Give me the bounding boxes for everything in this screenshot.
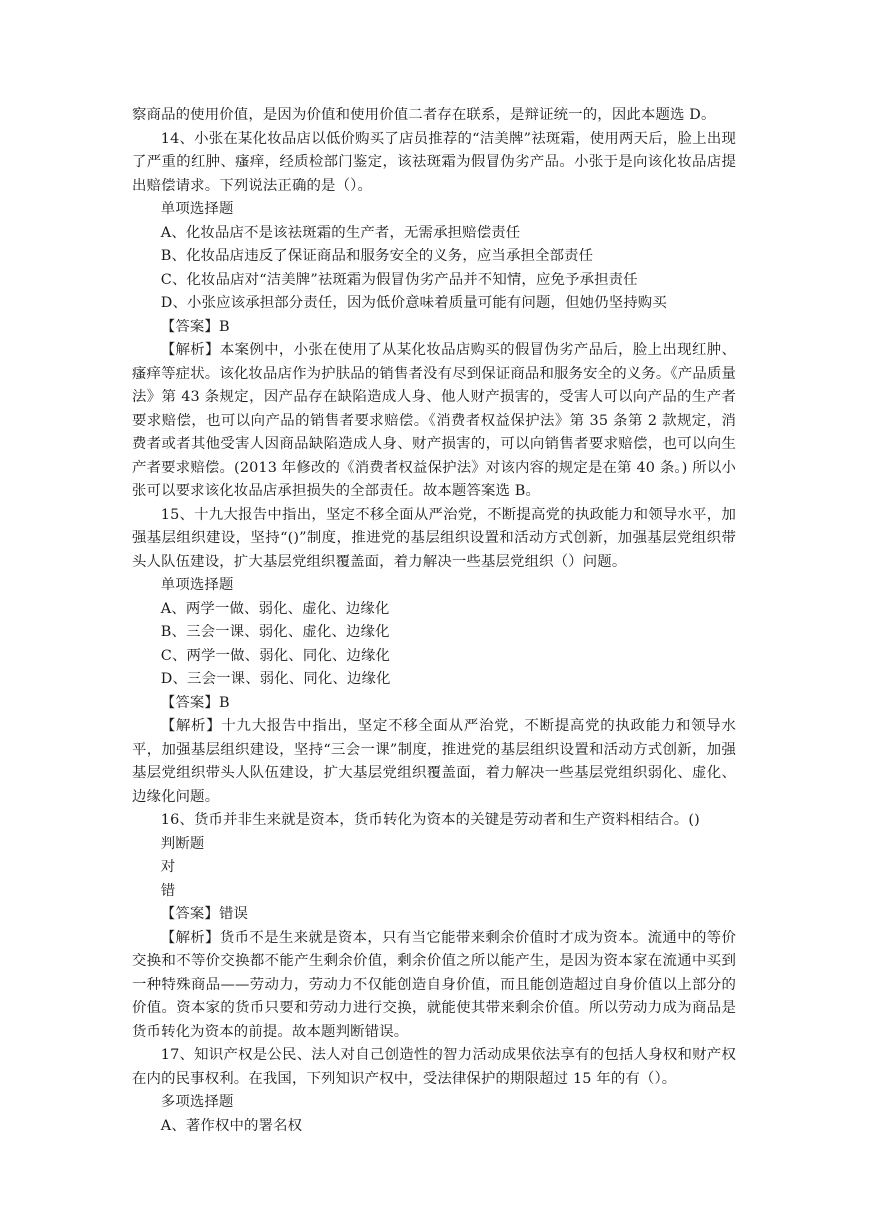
question-14-answer: 【答案】B bbox=[160, 318, 230, 335]
question-14-option-a: A、化妆品店不是该祛斑霜的生产者，无需承担赔偿责任 bbox=[160, 224, 521, 241]
question-16-type: 判断题 bbox=[160, 835, 205, 852]
question-16-stem: 16、货币并非生来就是资本，货币转化为资本的关键是劳动者和生产资料相结合。() bbox=[160, 812, 700, 828]
question-15-stem: 15、十九大报告中指出，坚定不移全面从严治党，不断提高党的执政能力和领导水平，加强基层组织建设，坚持“()”制度，推进党的基层组织设置和活动方式创新，加强基层党组织带头人队伍建设，扩大基层党组织覆盖面，着力解决一些基层党组织（）问题。 bbox=[132, 506, 736, 570]
question-15-option-b: B、三会一课、弱化、虚化、边缘化 bbox=[160, 624, 390, 640]
question-17-stem: 17、知识产权是公民、法人对自己创造性的智力活动成果依法享有的包括人身权和财产权在内的民事权利。在我国，下列知识产权中，受法律保护的期限超过 15 年的有（）。 bbox=[132, 1047, 736, 1087]
question-15-analysis: 【解析】十九大报告中指出，坚定不移全面从严治党，不断提高党的执政能力和领导水平，加强基层组织建设，坚持“三会一课”制度，推进党的基层组织设置和活动方式创新，加强基层党组织带头人队伍建设，扩大基层党组织覆盖面，着力解决一些基层党组织弱化、虚化、边缘化问题。 bbox=[132, 718, 736, 805]
question-14-analysis: 【解析】本案例中，小张在使用了从某化妆品店购买的假冒伪劣产品后，脸上出现红肿、瘙痒等症状。该化妆品店作为护肤品的销售者没有尽到保证商品和服务安全的义务。《产品质量法》第 43 条规定，因产品存在缺陷造成人身、他人财产损害的，受害人可以向产品的生产者要求赔偿，也可以向产品的销售者要求赔偿。《消费者权益保护法》第 35 条第 2 款规定，消费者或者其他受害人因商品缺陷造成人身、财产损害的，可以向销售者要求赔偿，也可以向生产者要求赔偿。(2013 年修改的《消费者权益保护法》对该内容的规定是在第 40 条。) 所以小张可以要求该化妆品店承担损失的全部责任。故本题答案选 B。 bbox=[132, 342, 736, 499]
question-15-type: 单项选择题 bbox=[160, 577, 234, 593]
question-17-option-a: A、著作权中的署名权 bbox=[160, 1117, 303, 1134]
question-14-type: 单项选择题 bbox=[160, 201, 234, 217]
question-15-option-c: C、两学一做、弱化、同化、边缘化 bbox=[160, 647, 391, 664]
document-page bbox=[132, 104, 736, 1138]
question-16-answer: 【答案】错误 bbox=[160, 906, 249, 922]
question-15-option-a: A、两学一做、弱化、虚化、边缘化 bbox=[160, 600, 390, 617]
question-15-option-d: D、三会一课、弱化、同化、边缘化 bbox=[160, 671, 391, 687]
question-14-option-c: C、化妆品店对“洁美牌”祛斑霜为假冒伪劣产品并不知情，应免予承担责任 bbox=[160, 271, 638, 288]
question-16-option-false: 错 bbox=[160, 882, 176, 899]
paragraph-prev-analysis-end: 察商品的使用价值，是因为价值和使用价值二者存在联系，是辩证统一的，因此本题选 D。 bbox=[132, 107, 716, 123]
question-17-type: 多项选择题 bbox=[160, 1094, 234, 1110]
question-16-option-true: 对 bbox=[160, 859, 176, 875]
question-14-option-b: B、化妆品店违反了保证商品和服务安全的义务，应当承担全部责任 bbox=[160, 248, 594, 264]
question-14-option-d: D、小张应该承担部分责任，因为低价意味着质量可能有问题，但她仍坚持购买 bbox=[160, 295, 667, 311]
question-16-analysis: 【解析】货币不是生来就是资本，只有当它能带来剩余价值时才成为资本。流通中的等价交换和不等价交换都不能产生剩余价值，剩余价值之所以能产生，是因为资本家在流通中买到一种特殊商品——劳动力，劳动力不仅能创造自身价值，而且能创造超过自身价值以上部分的价值。资本家的货币只要和劳动力进行交换，就能使其带来剩余价值。所以劳动力成为商品是货币转化为资本的前提。故本题判断错误。 bbox=[132, 929, 736, 1040]
question-14-stem: 14、小张在某化妆品店以低价购买了店员推荐的“洁美牌”祛斑霜，使用两天后，脸上出现了严重的红肿、瘙痒，经质检部门鉴定，该祛斑霜为假冒伪劣产品。小张于是向该化妆品店提出赔偿请求。下列说法正确的是（）。 bbox=[132, 130, 736, 194]
question-15-answer: 【答案】B bbox=[160, 694, 230, 711]
